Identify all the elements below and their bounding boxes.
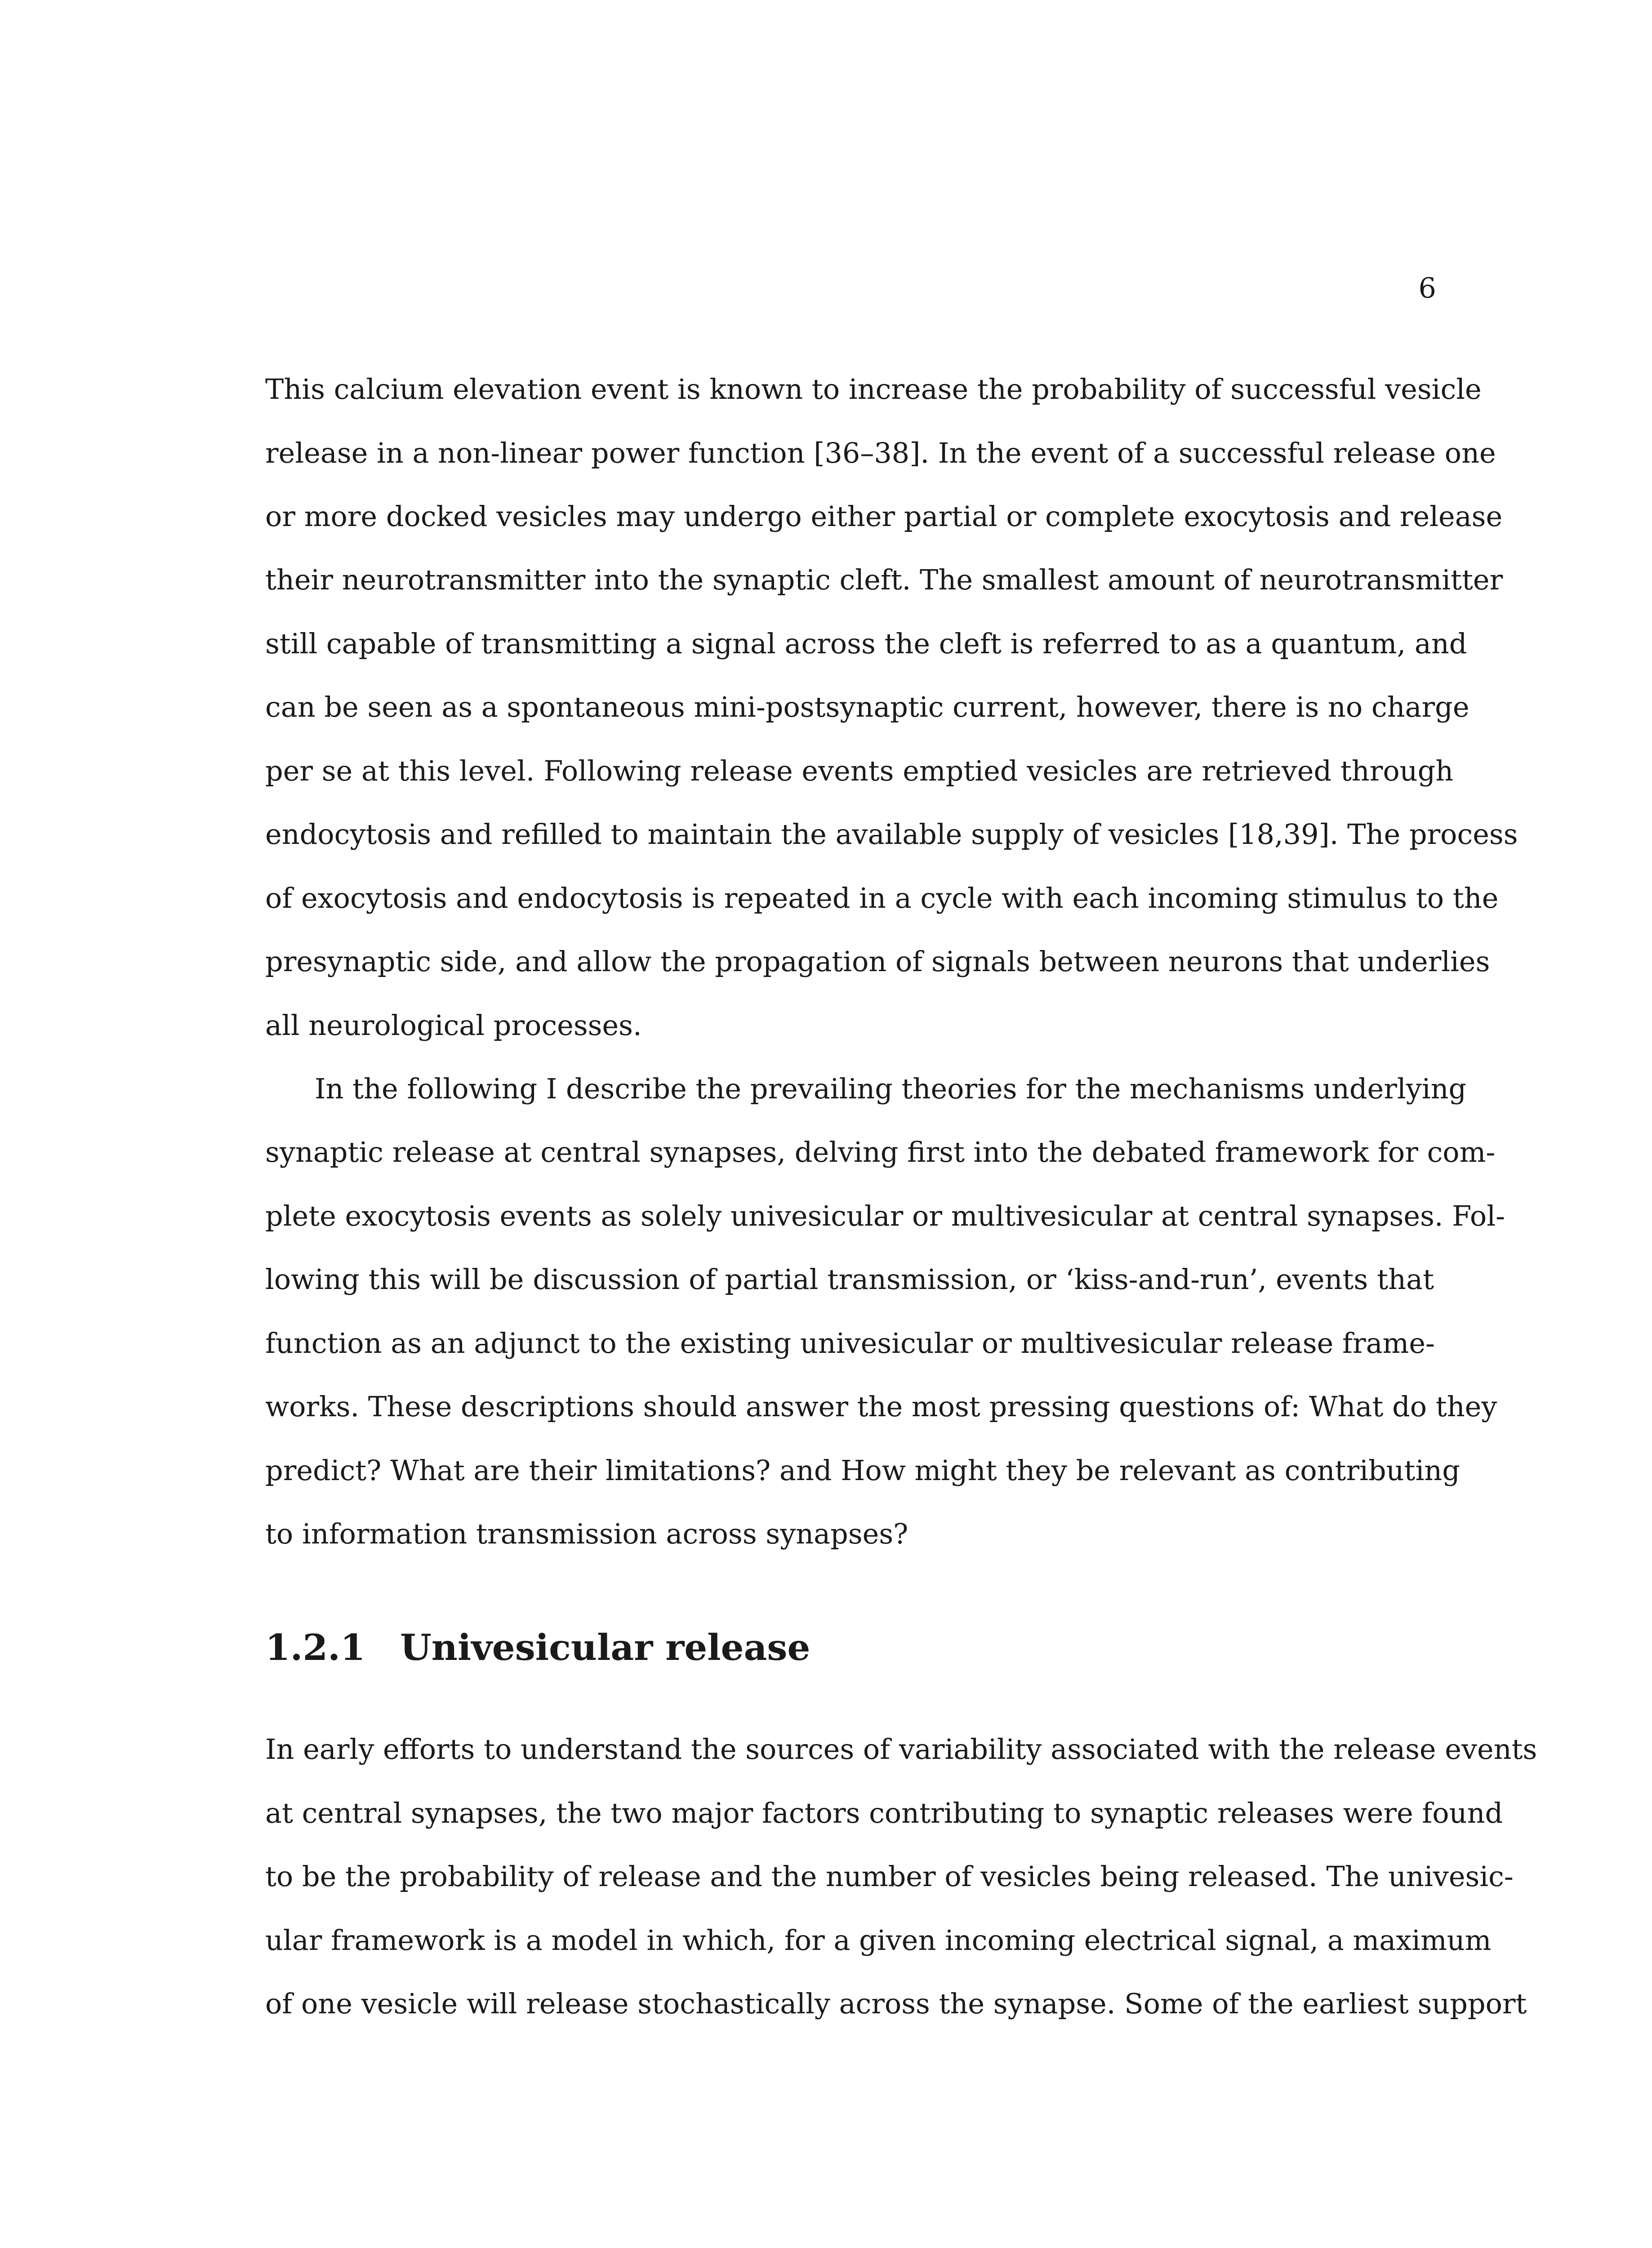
- text-line: all neurological processes.: [265, 1009, 642, 1042]
- text-line: ular framework is a model in which, for a given incoming electrical signal, a maximum: [265, 1924, 1492, 1957]
- text-line: endocytosis and refilled to maintain the available supply of vesicles [18,39]. The process: [265, 818, 1518, 851]
- text-line: still capable of transmitting a signal across the cleft is referred to as a quantum, and: [265, 627, 1467, 660]
- section-title: Univesicular release: [400, 1626, 810, 1668]
- text-line: per se at this level. Following release events emptied vesicles are retrieved through: [265, 754, 1454, 787]
- section-number: 1.2.1: [265, 1626, 365, 1668]
- text-line: predict? What are their limitations? and How might they be relevant as contributing: [265, 1454, 1460, 1487]
- text-line: release in a non-linear power function [36–38]. In the event of a successful release one: [265, 437, 1496, 469]
- text-line: to be the probability of release and the number of vesicles being released. The univesic-: [265, 1860, 1514, 1893]
- text-line: works. These descriptions should answer the most pressing questions of: What do they: [265, 1390, 1497, 1423]
- text-line: function as an adjunct to the existing univesicular or multivesicular release frame-: [265, 1327, 1435, 1360]
- section-heading: [265, 1626, 810, 1668]
- text-line: In the following I describe the prevailing theories for the mechanisms underlying: [315, 1072, 1467, 1105]
- text-line: lowing this will be discussion of partial transmission, or ‘kiss-and-run’, events that: [265, 1263, 1434, 1296]
- text-line: to information transmission across synapses?: [265, 1517, 908, 1550]
- text-line: In early efforts to understand the sources of variability associated with the release events: [265, 1733, 1537, 1766]
- text-line: their neurotransmitter into the synaptic cleft. The smallest amount of neurotransmitter: [265, 563, 1503, 596]
- text-line: of exocytosis and endocytosis is repeated in a cycle with each incoming stimulus to the: [265, 882, 1499, 914]
- text-line: This calcium elevation event is known to increase the probability of successful vesicle: [265, 373, 1482, 406]
- page-number: 6: [1418, 272, 1436, 304]
- text-line: presynaptic side, and allow the propagation of signals between neurons that underlies: [265, 945, 1490, 978]
- text-line: can be seen as a spontaneous mini-postsynaptic current, however, there is no charge: [265, 691, 1469, 723]
- text-line: at central synapses, the two major factors contributing to synaptic releases were found: [265, 1797, 1503, 1829]
- text-line: or more docked vesicles may undergo either partial or complete exocytosis and release: [265, 500, 1503, 533]
- text-line: synaptic release at central synapses, delving first into the debated framework for com-: [265, 1136, 1496, 1169]
- text-line: of one vesicle will release stochastically across the synapse. Some of the earliest support: [265, 1987, 1527, 2020]
- text-line: plete exocytosis events as solely univesicular or multivesicular at central synapses. Fol-: [265, 1200, 1505, 1232]
